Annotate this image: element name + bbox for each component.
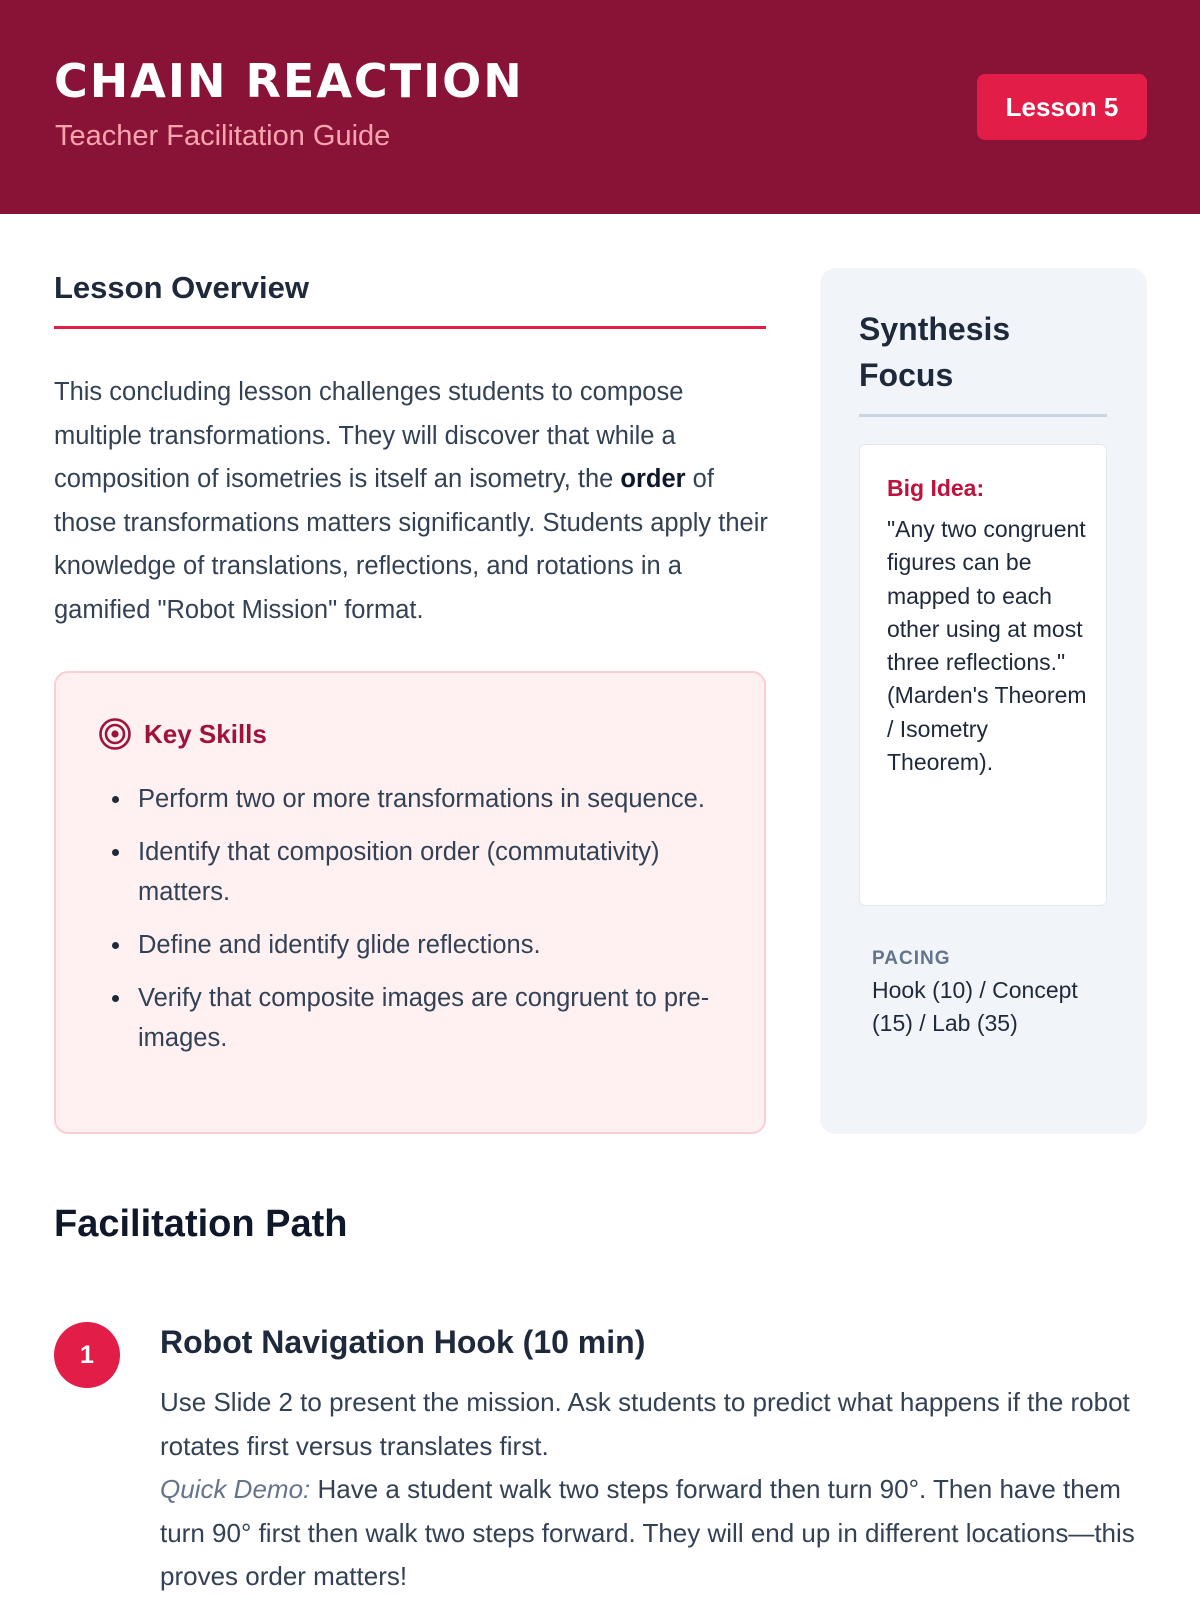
facilitation-heading: Facilitation Path — [54, 1203, 348, 1245]
demo-label: Quick Demo: — [160, 1474, 311, 1504]
demo-text: Have a student walk two steps forward then turn 90°. Then have them turn 90° first then walk two steps forward. They will end up in different locations—this proves order matters! — [160, 1474, 1135, 1591]
list-item: Verify that composite images are congruent to pre-images. — [138, 978, 738, 1058]
step-title: Robot Navigation Hook (10 min) — [160, 1324, 646, 1360]
step-number-badge: 1 — [54, 1322, 120, 1388]
list-item: Define and identify glide reflections. — [138, 925, 738, 965]
pacing-text: Hook (10) / Concept (15) / Lab (35) — [872, 977, 1078, 1036]
synthesis-title: Synthesis Focus — [859, 311, 1011, 393]
synthesis-sidebar — [820, 268, 1147, 1134]
lesson-badge: Lesson 5 — [977, 74, 1147, 140]
list-item: Identify that composition order (commutativity) matters. — [138, 832, 738, 912]
overview-text-part: of those transformations matters significantly. Students apply their knowledge of translations, reflections, and rotations in a gamified "Robot Mission" format. — [54, 465, 768, 624]
synthesis-divider — [859, 414, 1107, 417]
page-subtitle: Teacher Facilitation Guide — [55, 120, 391, 152]
key-skills-title: Key Skills — [144, 718, 267, 749]
pacing-label: PACING — [872, 948, 951, 969]
step-text: Use Slide 2 to present the mission. Ask students to predict what happens if the robot rotates first versus translates first. — [160, 1387, 1130, 1461]
overview-paragraph — [54, 371, 769, 632]
overview-divider — [54, 326, 766, 329]
big-idea-label: Big Idea: — [887, 475, 985, 501]
key-skills-box — [54, 671, 766, 1134]
big-idea-text: "Any two congruent figures can be mapped to each other using at most three reflections." (Marden's Theorem / Isometry Theorem). — [887, 516, 1087, 776]
list-item: Perform two or more transformations in sequence. — [138, 779, 738, 819]
key-skills-header — [98, 717, 267, 751]
overview-emphasis: order — [620, 465, 686, 493]
overview-text-part: This concluding lesson challenges students to compose multiple transformations. They will discover that while a composition of isometries is itself an isometry, the — [54, 378, 684, 493]
key-skills-list — [138, 779, 738, 1071]
step-body — [160, 1381, 1160, 1599]
target-icon — [98, 717, 132, 751]
overview-heading: Lesson Overview — [54, 270, 310, 305]
page-title: CHAIN REACTION — [54, 54, 524, 108]
page-header — [0, 0, 1200, 214]
big-idea-card — [859, 444, 1107, 906]
